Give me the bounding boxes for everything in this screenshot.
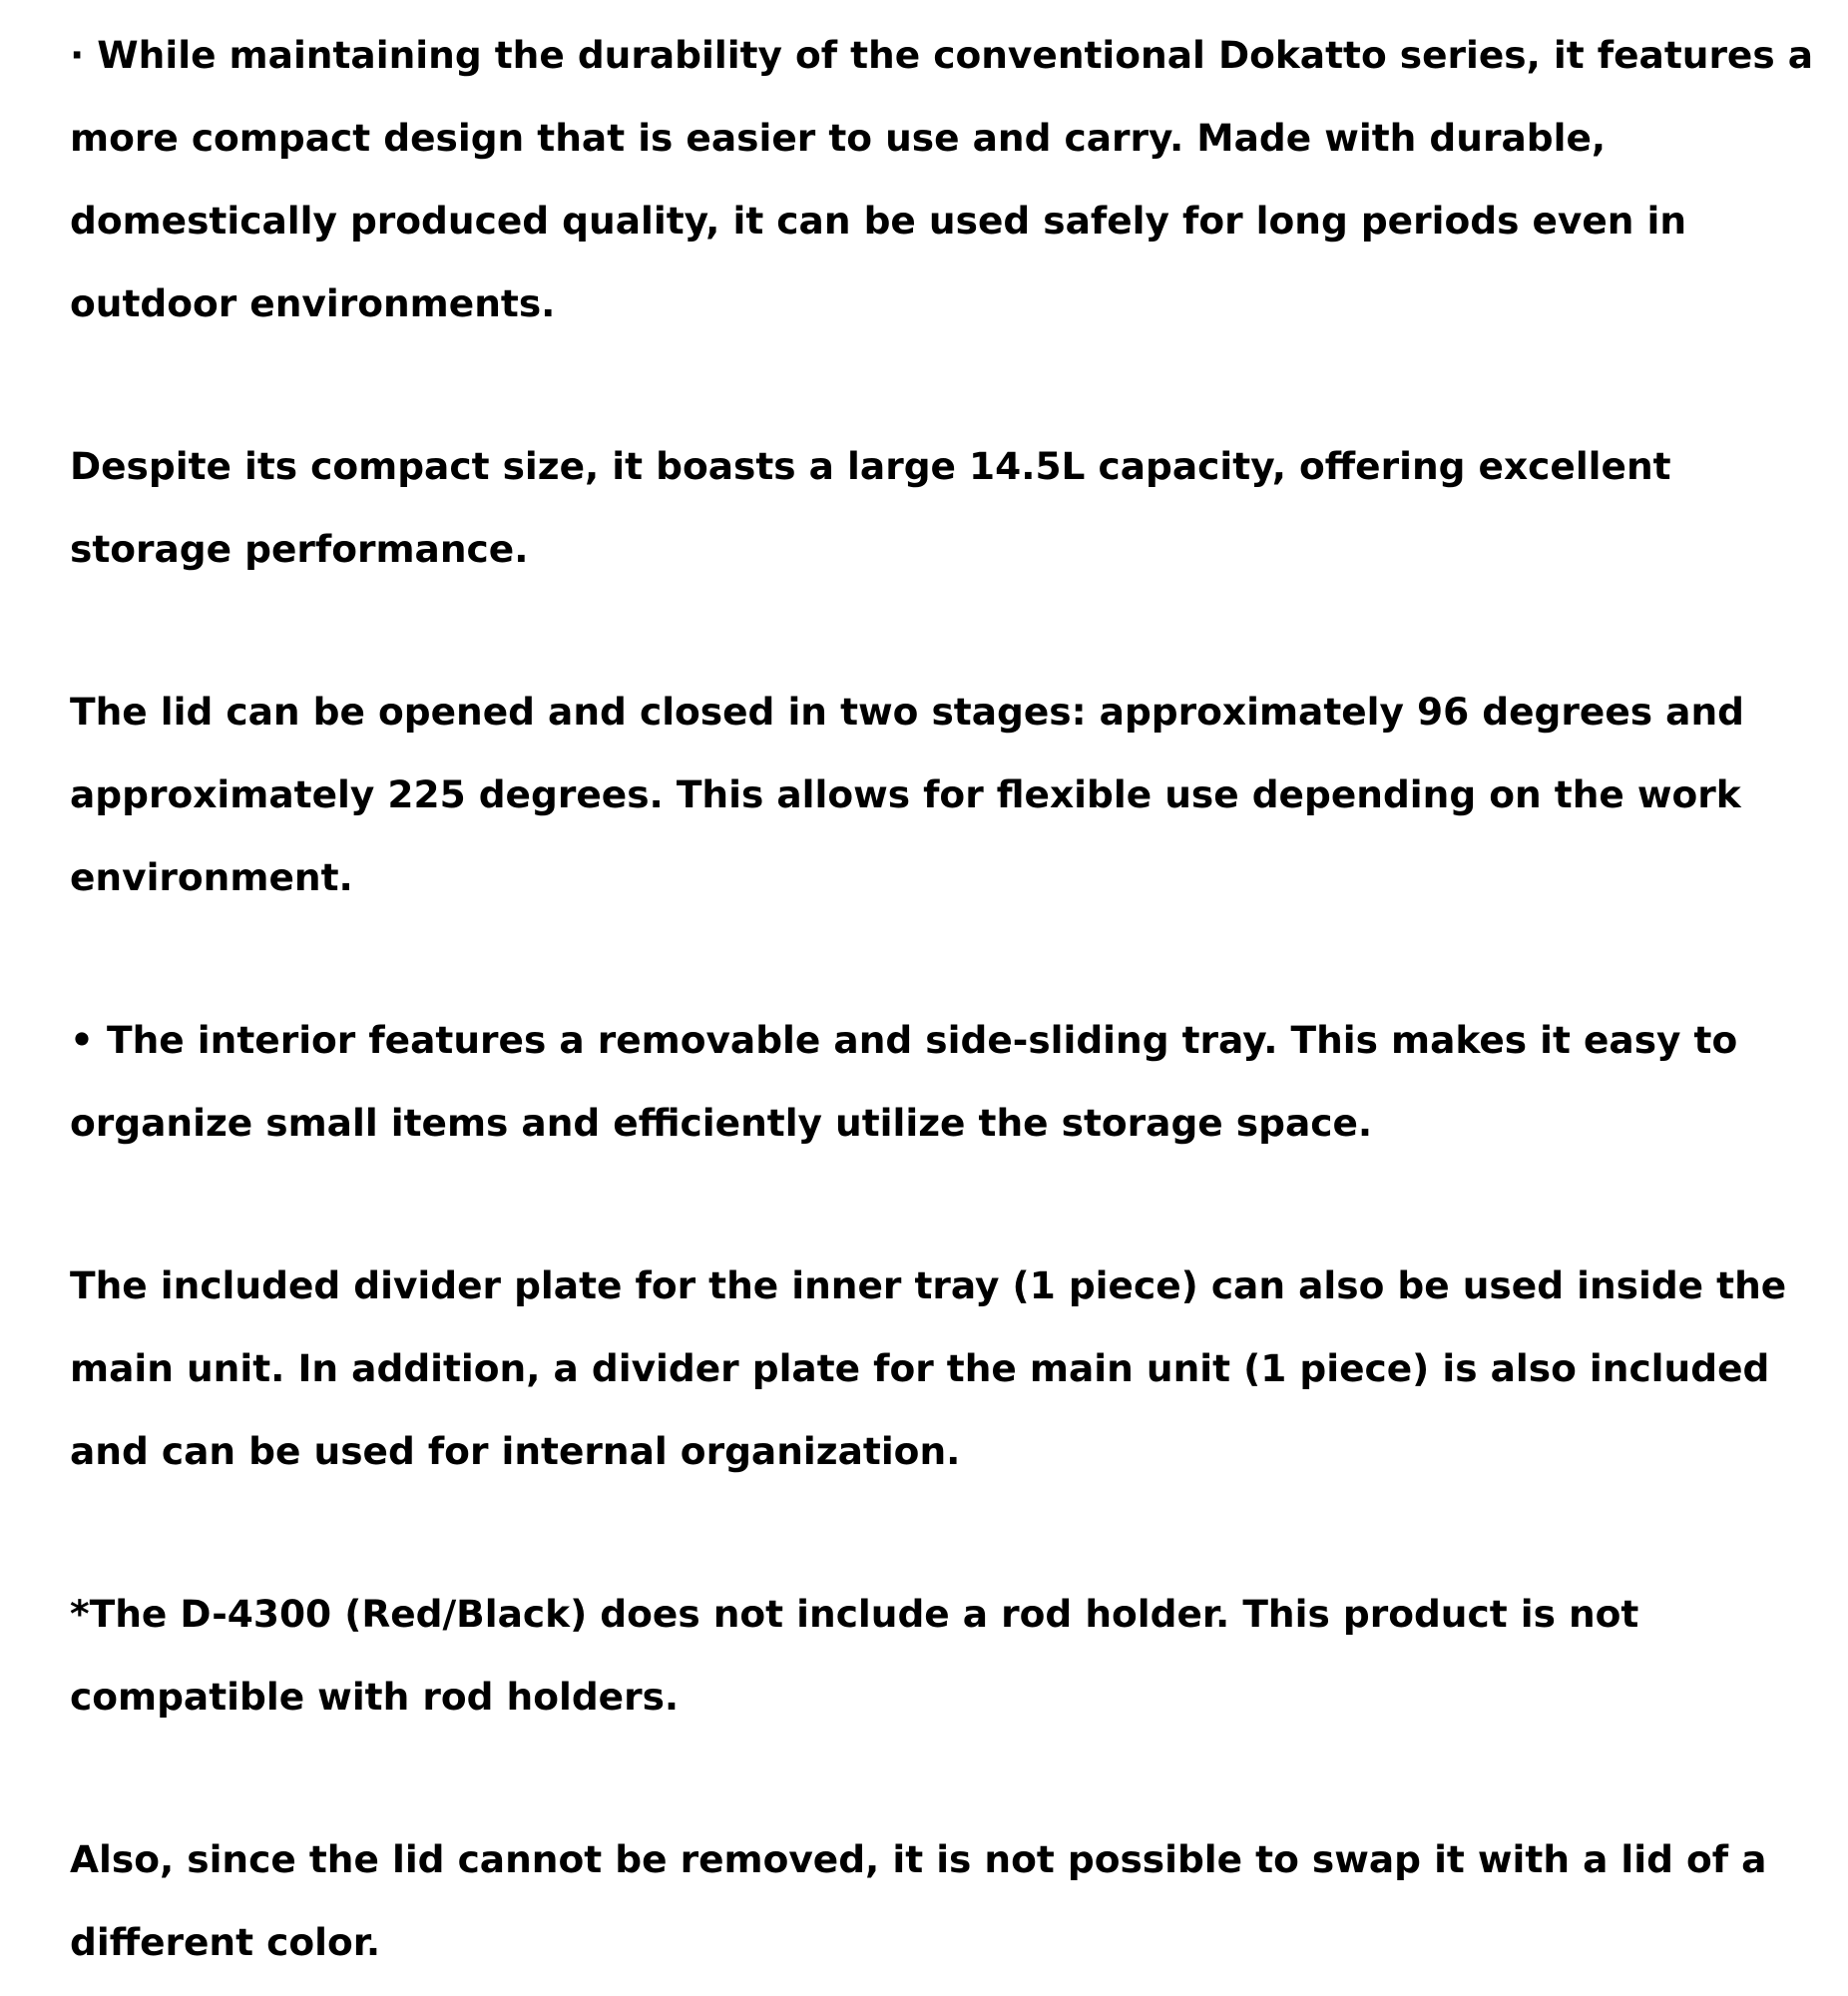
paragraph-rod-holder-note: *The D-4300 (Red/Black) does not include a rod holder. This product is not compatible with rod holders.: [70, 1592, 1639, 1719]
paragraph-capacity: Despite its compact size, it boasts a large 14.5L capacity, offering excellent storage performance.: [70, 444, 1671, 571]
paragraph-tray: • The interior features a removable and side-sliding tray. This makes it easy to organize small items and efficiently utilize the storage space.: [70, 1018, 1738, 1145]
paragraph-divider-plates: The included divider plate for the inner tray (1 piece) can also be used inside the main unit. In addition, a divider plate for the main unit (1 piece) is also included and can be used for internal organization.: [70, 1263, 1787, 1473]
paragraph-lid-stages: The lid can be opened and closed in two stages: approximately 96 degrees and approximately 225 degrees. This allows for flexible use depending on the work environment.: [70, 690, 1744, 899]
paragraph-lid-removal-note: Also, since the lid cannot be removed, it is not possible to swap it with a lid of a different color.: [70, 1837, 1767, 1964]
paragraph-durability: · While maintaining the durability of the conventional Dokatto series, it features a more compact design that is easier to use and carry. Made with durable, domestically produced quality, it can be used safely for long periods even in outdoor environments.: [70, 33, 1814, 325]
product-description: [70, 14, 1826, 1984]
